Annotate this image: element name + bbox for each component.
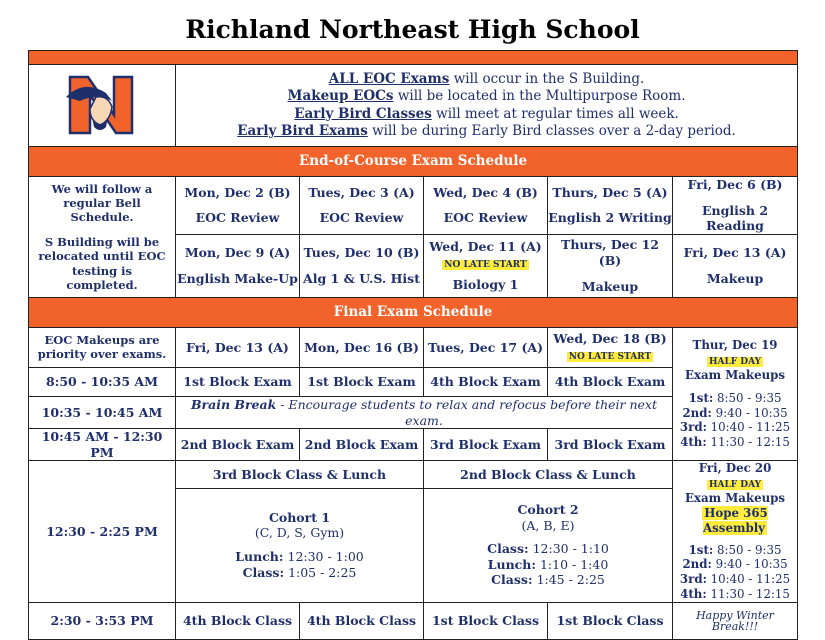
thursday-makeups: Thur, Dec 19 HALF DAY Exam Makeups 1st: 8:50 - 9:35 2nd: 9:40 - 10:35 3rd: 10:40 - 11:25 4th: 11:30 - 12:15 — [673, 327, 798, 461]
class-cell: 4th Block Class — [176, 602, 300, 639]
exam-cell: 3rd Block Exam — [548, 429, 673, 461]
eoc-day-cell: Mon, Dec 2 (B) EOC Review — [176, 177, 300, 235]
final-note: EOC Makeups are priority over exams. — [29, 327, 176, 367]
logo-n-icon — [62, 71, 142, 137]
eoc-day-cell: Fri, Dec 13 (A) Makeup — [673, 234, 798, 297]
happy-winter-break: Happy Winter Break!!! — [673, 602, 798, 639]
final-day-header: Wed, Dec 18 (B) NO LATE START — [548, 327, 673, 367]
info-box — [176, 65, 798, 147]
school-logo — [29, 65, 176, 147]
eoc-note: We will follow a regular Bell Schedule. S Building will be relocated until EOC testing is completed. — [29, 177, 176, 298]
top-orange-bar — [29, 51, 798, 65]
time-slot: 12:30 - 2:25 PM — [29, 461, 176, 602]
final-day-header: Fri, Dec 13 (A) — [176, 327, 300, 367]
early-bird-exams-link[interactable]: Early Bird Exams — [237, 122, 368, 139]
exam-cell: 2nd Block Exam — [176, 429, 300, 461]
class-cell: 4th Block Class — [300, 602, 424, 639]
half-day-badge: HALF DAY — [708, 357, 762, 368]
time-slot: 2:30 - 3:53 PM — [29, 602, 176, 639]
class-cell: 1st Block Class — [424, 602, 548, 639]
lunch-block-3rd: 3rd Block Class & Lunch — [176, 461, 424, 488]
exam-cell: 1st Block Exam — [176, 367, 300, 396]
time-slot: 8:50 - 10:35 AM — [29, 367, 176, 396]
no-late-start-badge: NO LATE START — [568, 352, 652, 363]
no-late-start-badge: NO LATE START — [444, 259, 527, 270]
makeup-eocs-link[interactable]: Makeup EOCs — [287, 88, 394, 105]
assembly-badge: Hope 365 Assembly — [703, 506, 768, 535]
exam-cell: 4th Block Exam — [548, 367, 673, 396]
eoc-day-cell: Tues, Dec 10 (B) Alg 1 & U.S. Hist — [300, 234, 424, 297]
time-slot: 10:45 AM - 12:30 PM — [29, 429, 176, 461]
eoc-day-cell: Mon, Dec 9 (A) English Make-Up — [176, 234, 300, 297]
half-day-badge: HALF DAY — [708, 480, 762, 491]
class-cell: 1st Block Class — [548, 602, 673, 639]
eoc-day-cell: Thurs, Dec 12 (B) Makeup — [548, 234, 673, 297]
eoc-day-cell: Fri, Dec 6 (B) English 2 Reading — [673, 177, 798, 235]
eoc-header: End-of-Course Exam Schedule — [29, 147, 798, 177]
info-line-4: Early Bird Exams will be during Early Bird classes over a 2-day period. — [237, 122, 736, 139]
eoc-day-cell: Tues, Dec 3 (A) EOC Review — [300, 177, 424, 235]
exam-cell: 2nd Block Exam — [300, 429, 424, 461]
info-line-3: Early Bird Classes will meet at regular times all week. — [294, 105, 679, 122]
page-title: Richland Northeast High School — [185, 15, 640, 44]
exam-cell: 4th Block Exam — [424, 367, 548, 396]
final-header: Final Exam Schedule — [29, 297, 798, 327]
early-bird-classes-link[interactable]: Early Bird Classes — [294, 105, 432, 122]
cohort-2: Cohort 2 (A, B, E) Class: 12:30 - 1:10 Lunch: 1:10 - 1:40 Class: 1:45 - 2:25 — [424, 488, 673, 602]
eoc-day-cell: Wed, Dec 4 (B) EOC Review — [424, 177, 548, 235]
time-slot: 10:35 - 10:45 AM — [29, 396, 176, 428]
eoc-day-cell: Thurs, Dec 5 (A) English 2 Writing — [548, 177, 673, 235]
schedule-table — [28, 50, 798, 640]
lunch-block-2nd: 2nd Block Class & Lunch — [424, 461, 673, 488]
info-line-1: ALL EOC Exams will occur in the S Building. — [328, 70, 645, 87]
brain-break: Brain Break - Encourage students to relax and refocus before their next exam. — [176, 396, 673, 428]
cohort-1: Cohort 1 (C, D, S, Gym) Lunch: 12:30 - 1:00 Class: 1:05 - 2:25 — [176, 488, 424, 602]
eoc-exams-link[interactable]: ALL EOC Exams — [328, 70, 450, 87]
friday-makeups: Fri, Dec 20 HALF DAY Exam Makeups Hope 365 Assembly 1st: 8:50 - 9:35 2nd: 9:40 - 10:35 3rd: 10:40 - 11:25 4th: 11:30 - 12:15 — [673, 461, 798, 602]
final-day-header: Mon, Dec 16 (B) — [300, 327, 424, 367]
info-line-2: Makeup EOCs will be located in the Multipurpose Room. — [287, 88, 686, 105]
final-day-header: Tues, Dec 17 (A) — [424, 327, 548, 367]
exam-cell: 1st Block Exam — [300, 367, 424, 396]
exam-cell: 3rd Block Exam — [424, 429, 548, 461]
eoc-day-cell: Wed, Dec 11 (A) NO LATE START Biology 1 — [424, 234, 548, 297]
